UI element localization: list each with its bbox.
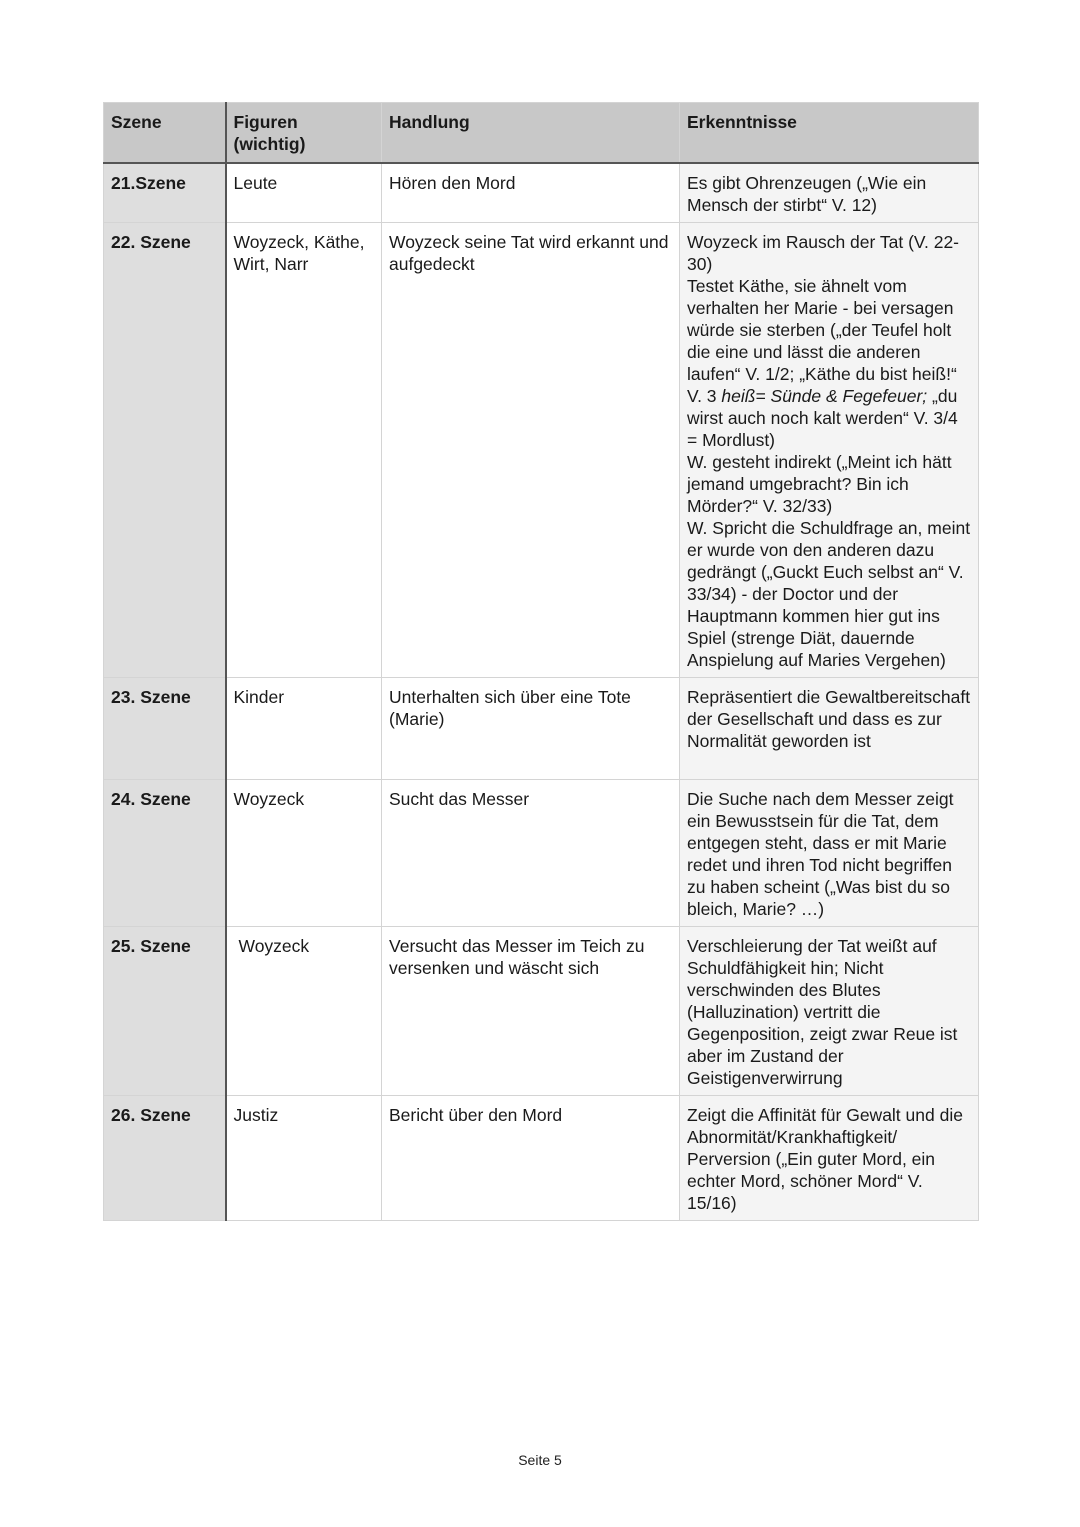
header-handlung: Handlung (382, 103, 680, 163)
cell-figuren: Woyzeck (226, 779, 382, 926)
table-header-row (104, 103, 979, 163)
cell-erkenntnisse (680, 222, 979, 677)
cell-figuren: Woyzeck (226, 926, 382, 1095)
table-row (104, 1095, 979, 1220)
cell-figuren: Leute (226, 163, 382, 223)
erkenntnisse-italic-part: heiß= Sünde & Fegefeuer; (721, 385, 928, 406)
table-row (104, 779, 979, 926)
header-szene: Szene (104, 103, 226, 163)
table-row (104, 677, 979, 779)
erkenntnisse-text-part: „du wirst auch noch kalt werden“ V. 3/4 = Mordlust) W. gesteht indirekt („Meint ich hätt jemand umgebracht? Bin ich Mörder?“ V. 32/33) W. Spricht die Schuldfrage an, meint er wurde von den anderen dazu gedrängt („Guckt Euch selbst an“ V. 33/34) - der Doctor und der Hauptmann kommen hier gut ins Spiel (strenge Diät, dauernde Anspielung auf Maries Vergehen) (687, 385, 971, 670)
page-number: Seite 5 (518, 1452, 562, 1468)
cell-erkenntnisse: Es gibt Ohrenzeugen („Wie ein Mensch der stirbt“ V. 12) (680, 163, 979, 223)
cell-handlung: Versucht das Messer im Teich zu versenken und wäscht sich (382, 926, 680, 1095)
cell-figuren: Justiz (226, 1095, 382, 1220)
cell-szene: 22. Szene (104, 222, 226, 677)
header-figuren: Figuren (wichtig) (226, 103, 382, 163)
cell-handlung: Sucht das Messer (382, 779, 680, 926)
erkenntnisse-text-part: Woyzeck im Rausch der Tat (V. 22-30) Testet Käthe, sie ähnelt vom verhalten her Marie - bei versagen würde sie sterben („der Teufel holt die eine und lässt die anderen laufen“ V. 1/2; „Käthe du bist heiß!“ V. 3 (687, 231, 960, 406)
cell-erkenntnisse: Zeigt die Affinität für Gewalt und die Abnormität/Krankhaftigkeit/ Perversion („Ein guter Mord, ein echter Mord, schöner Mord“ V. 15/16) (680, 1095, 979, 1220)
cell-szene: 25. Szene (104, 926, 226, 1095)
cell-erkenntnisse: Repräsentiert die Gewaltbereitschaft der Gesellschaft und dass es zur Normalität geworden ist (680, 677, 979, 779)
table-row (104, 222, 979, 677)
cell-szene: 21.Szene (104, 163, 226, 223)
cell-figuren: Woyzeck, Käthe, Wirt, Narr (226, 222, 382, 677)
cell-handlung: Bericht über den Mord (382, 1095, 680, 1220)
cell-szene: 23. Szene (104, 677, 226, 779)
cell-handlung: Hören den Mord (382, 163, 680, 223)
table-row (104, 163, 979, 223)
header-erkenntnisse: Erkenntnisse (680, 103, 979, 163)
scene-table (103, 102, 979, 1221)
cell-erkenntnisse: Verschleierung der Tat weißt auf Schuldfähigkeit hin; Nicht verschwinden des Blutes (Halluzination) vertritt die Gegenposition, zeigt zwar Reue ist aber im Zustand der Geistigenverwirrung (680, 926, 979, 1095)
table-row (104, 926, 979, 1095)
cell-szene: 24. Szene (104, 779, 226, 926)
cell-handlung: Woyzeck seine Tat wird erkannt und aufgedeckt (382, 222, 680, 677)
cell-handlung: Unterhalten sich über eine Tote (Marie) (382, 677, 680, 779)
cell-erkenntnisse: Die Suche nach dem Messer zeigt ein Bewusstsein für die Tat, dem entgegen steht, dass er mit Marie redet und ihren Tod nicht begriffen zu haben scheint („Was bist du so bleich, Marie? …) (680, 779, 979, 926)
cell-szene: 26. Szene (104, 1095, 226, 1220)
cell-figuren: Kinder (226, 677, 382, 779)
